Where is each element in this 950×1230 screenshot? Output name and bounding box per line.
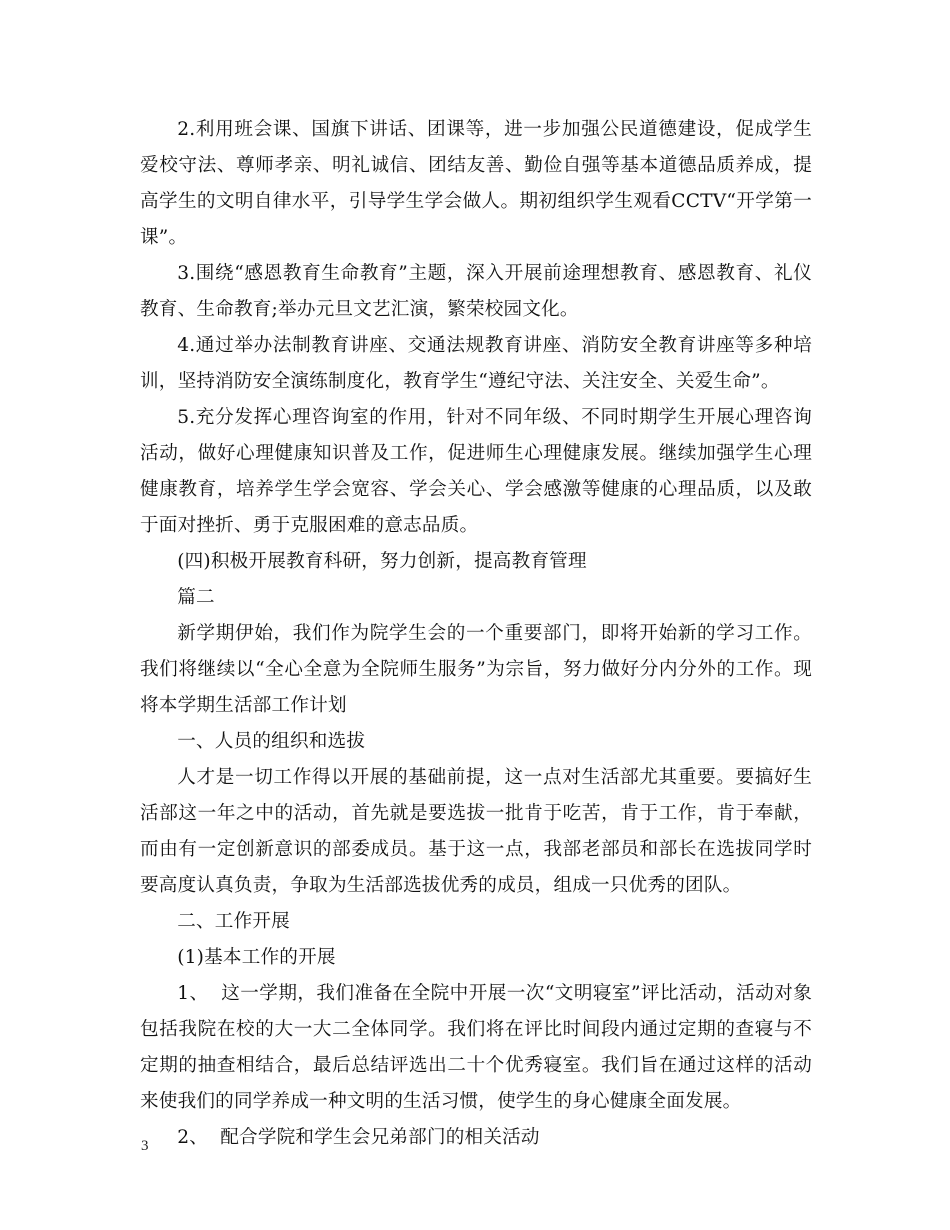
intro-paragraph: 新学期伊始，我们作为院学生会的一个重要部门，即将开始新的学习工作。我们将继续以“全心全意为全院师生服务”为宗旨，努力做好分内分外的工作。现将本学期生活部工作计划: [140, 623, 812, 716]
document-body: [140, 112, 812, 1156]
subsection-heading-1: (1)基本工作的开展: [177, 947, 336, 968]
section-heading-4: (四)积极开展教育科研，努力创新，提高教育管理: [177, 551, 587, 572]
section-heading-2: 二、工作开展: [177, 911, 290, 932]
work-item-2: 2、 配合学院和学生会兄弟部门的相关活动: [177, 1127, 540, 1148]
part-heading-2: 篇二: [177, 587, 215, 608]
page-number: 3: [141, 1138, 149, 1154]
section-heading-1: 一、人员的组织和选拔: [177, 731, 366, 752]
staffing-paragraph: 人才是一切工作得以开展的基础前提，这一点对生活部尤其重要。要搞好生活部这一年之中的活动，首先就是要选拔一批肯于吃苦，肯于工作，肯于奉献，而由有一定创新意识的部委成员。基于这一点，我部老部员和部长在选拔同学时要高度认真负责，争取为生活部选拔优秀的成员，组成一只优秀的团队。: [140, 767, 812, 896]
paragraph-item-4: 4.通过举办法制教育讲座、交通法规教育讲座、消防安全教育讲座等多种培训，坚持消防安全演练制度化，教育学生“遵纪守法、关注安全、关爱生命”。: [140, 335, 812, 392]
paragraph-item-5: 5.充分发挥心理咨询室的作用，针对不同年级、不同时期学生开展心理咨询活动，做好心理健康知识普及工作，促进师生心理健康发展。继续加强学生心理健康教育，培养学生学会宽容、学会关心、学会感激等健康的心理品质，以及敢于面对挫折、勇于克服困难的意志品质。: [140, 407, 812, 536]
paragraph-item-3: 3.围绕“感恩教育生命教育”主题，深入开展前途理想教育、感恩教育、礼仪教育、生命教育;举办元旦文艺汇演，繁荣校园文化。: [140, 263, 812, 320]
paragraph-item-2: 2.利用班会课、国旗下讲话、团课等，进一步加强公民道德建设，促成学生爱校守法、尊师孝亲、明礼诚信、团结友善、勤俭自强等基本道德品质养成，提高学生的文明自律水平，引导学生学会做人。期初组织学生观看CCTV“开学第一课”。: [140, 119, 812, 248]
work-item-1: 1、 这一学期，我们准备在全院中开展一次“文明寝室”评比活动，活动对象包括我院在校的大一大二全体同学。我们将在评比时间段内通过定期的查寝与不定期的抽查相结合，最后总结评选出二十个优秀寝室。我们旨在通过这样的活动来使我们的同学养成一种文明的生活习惯，使学生的身心健康全面发展。: [140, 983, 812, 1112]
